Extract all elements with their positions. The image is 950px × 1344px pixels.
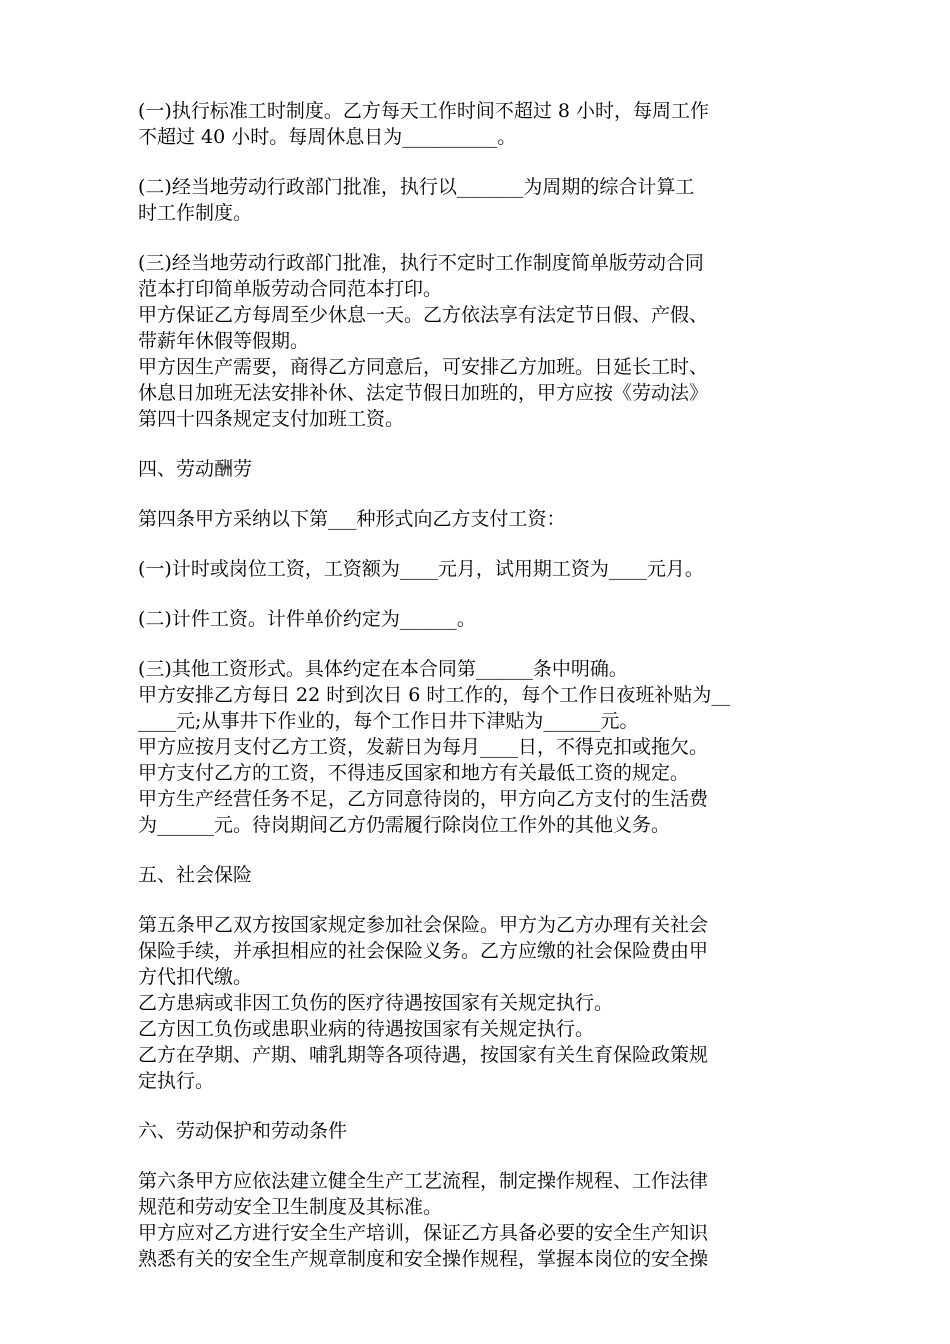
- text-line: 规范和劳动安全卫生制度及其标准。: [138, 1196, 443, 1218]
- section-heading: 六、劳动保护和劳动条件: [138, 1120, 348, 1142]
- text-line: 甲方因生产需要，商得乙方同意后，可安排乙方加班。日延长工时、: [138, 356, 709, 378]
- text-line: 第四十四条规定支付加班工资。: [138, 408, 405, 430]
- document-page: [138, 98, 818, 1296]
- paragraph-item-2: [138, 606, 818, 632]
- text-line: (三)其他工资形式。具体约定在本合同第______条中明确。: [138, 658, 628, 680]
- text-line: 保险手续，并承担相应的社会保险义务。乙方应缴的社会保险费由甲: [138, 940, 709, 962]
- text-line: ____元;从事井下作业的，每个工作日井下津贴为______元。: [138, 710, 639, 732]
- text-line: 第四条甲方采纳以下第___种形式向乙方支付工资：: [138, 508, 566, 530]
- text-line: (三)经当地劳动行政部门批准，执行不定时工作制度简单版劳动合同: [138, 252, 704, 274]
- text-line: 为______元。待岗期间乙方仍需履行除岗位工作外的其他义务。: [138, 814, 671, 836]
- text-line: 带薪年休假等假期。: [138, 330, 310, 352]
- text-line: 甲方保证乙方每周至少休息一天。乙方依法享有法定节日假、产假、: [138, 304, 709, 326]
- text-line: 甲方应对乙方进行安全生产培训，保证乙方具备必要的安全生产知识: [138, 1222, 709, 1244]
- text-line: 熟悉有关的安全生产规章制度和安全操作规程，掌握本岗位的安全操: [138, 1248, 709, 1270]
- text-line: 乙方因工负伤或患职业病的待遇按国家有关规定执行。: [138, 1018, 595, 1040]
- text-line: (一)计时或岗位工资，工资额为____元月，试用期工资为____元月。: [138, 558, 704, 580]
- paragraph-1: [138, 98, 818, 150]
- section-heading-4: [138, 456, 818, 482]
- section-heading: 四、劳动酬劳: [138, 458, 253, 480]
- paragraph-item-1: [138, 556, 818, 582]
- text-line: 乙方在孕期、产期、哺乳期等各项待遇，按国家有关生育保险政策规: [138, 1044, 709, 1066]
- text-line: 甲方应按月支付乙方工资，发薪日为每月____日，不得克扣或拖欠。: [138, 736, 709, 758]
- text-line: 不超过 40 小时。每周休息日为__________。: [138, 126, 517, 148]
- text-line: (二)经当地劳动行政部门批准，执行以_______为周期的综合计算工: [138, 176, 695, 198]
- text-line: 休息日加班无法安排补休、法定节假日加班的，甲方应按《劳动法》: [138, 382, 709, 404]
- paragraph-article-5: [138, 912, 818, 1094]
- text-line: (二)计件工资。计件单价约定为______。: [138, 608, 476, 630]
- text-line: 甲方支付乙方的工资，不得违反国家和地方有关最低工资的规定。: [138, 762, 690, 784]
- text-line: (一)执行标准工时制度。乙方每天工作时间不超过 8 小时，每周工作: [138, 100, 709, 122]
- paragraph-2: [138, 174, 818, 226]
- text-line: 甲方生产经营任务不足，乙方同意待岗的，甲方向乙方支付的生活费: [138, 788, 709, 810]
- text-line: 定执行。: [138, 1070, 215, 1092]
- text-line: 乙方患病或非因工负伤的医疗待遇按国家有关规定执行。: [138, 992, 614, 1014]
- section-heading-6: [138, 1118, 818, 1144]
- text-line: 第五条甲乙双方按国家规定参加社会保险。甲方为乙方办理有关社会: [138, 914, 709, 936]
- section-heading-5: [138, 862, 818, 888]
- paragraph-item-3: [138, 656, 818, 838]
- text-line: 甲方安排乙方每日 22 时到次日 6 时工作的，每个工作日夜班补贴为__: [138, 684, 731, 706]
- paragraph-3: [138, 250, 818, 432]
- text-line: 范本打印简单版劳动合同范本打印。: [138, 278, 443, 300]
- text-line: 时工作制度。: [138, 202, 253, 224]
- paragraph-article-4: [138, 506, 818, 532]
- paragraph-article-6: [138, 1168, 818, 1272]
- text-line: 方代扣代缴。: [138, 966, 253, 988]
- text-line: 第六条甲方应依法建立健全生产工艺流程，制定操作规程、工作法律: [138, 1170, 709, 1192]
- section-heading: 五、社会保险: [138, 864, 253, 886]
